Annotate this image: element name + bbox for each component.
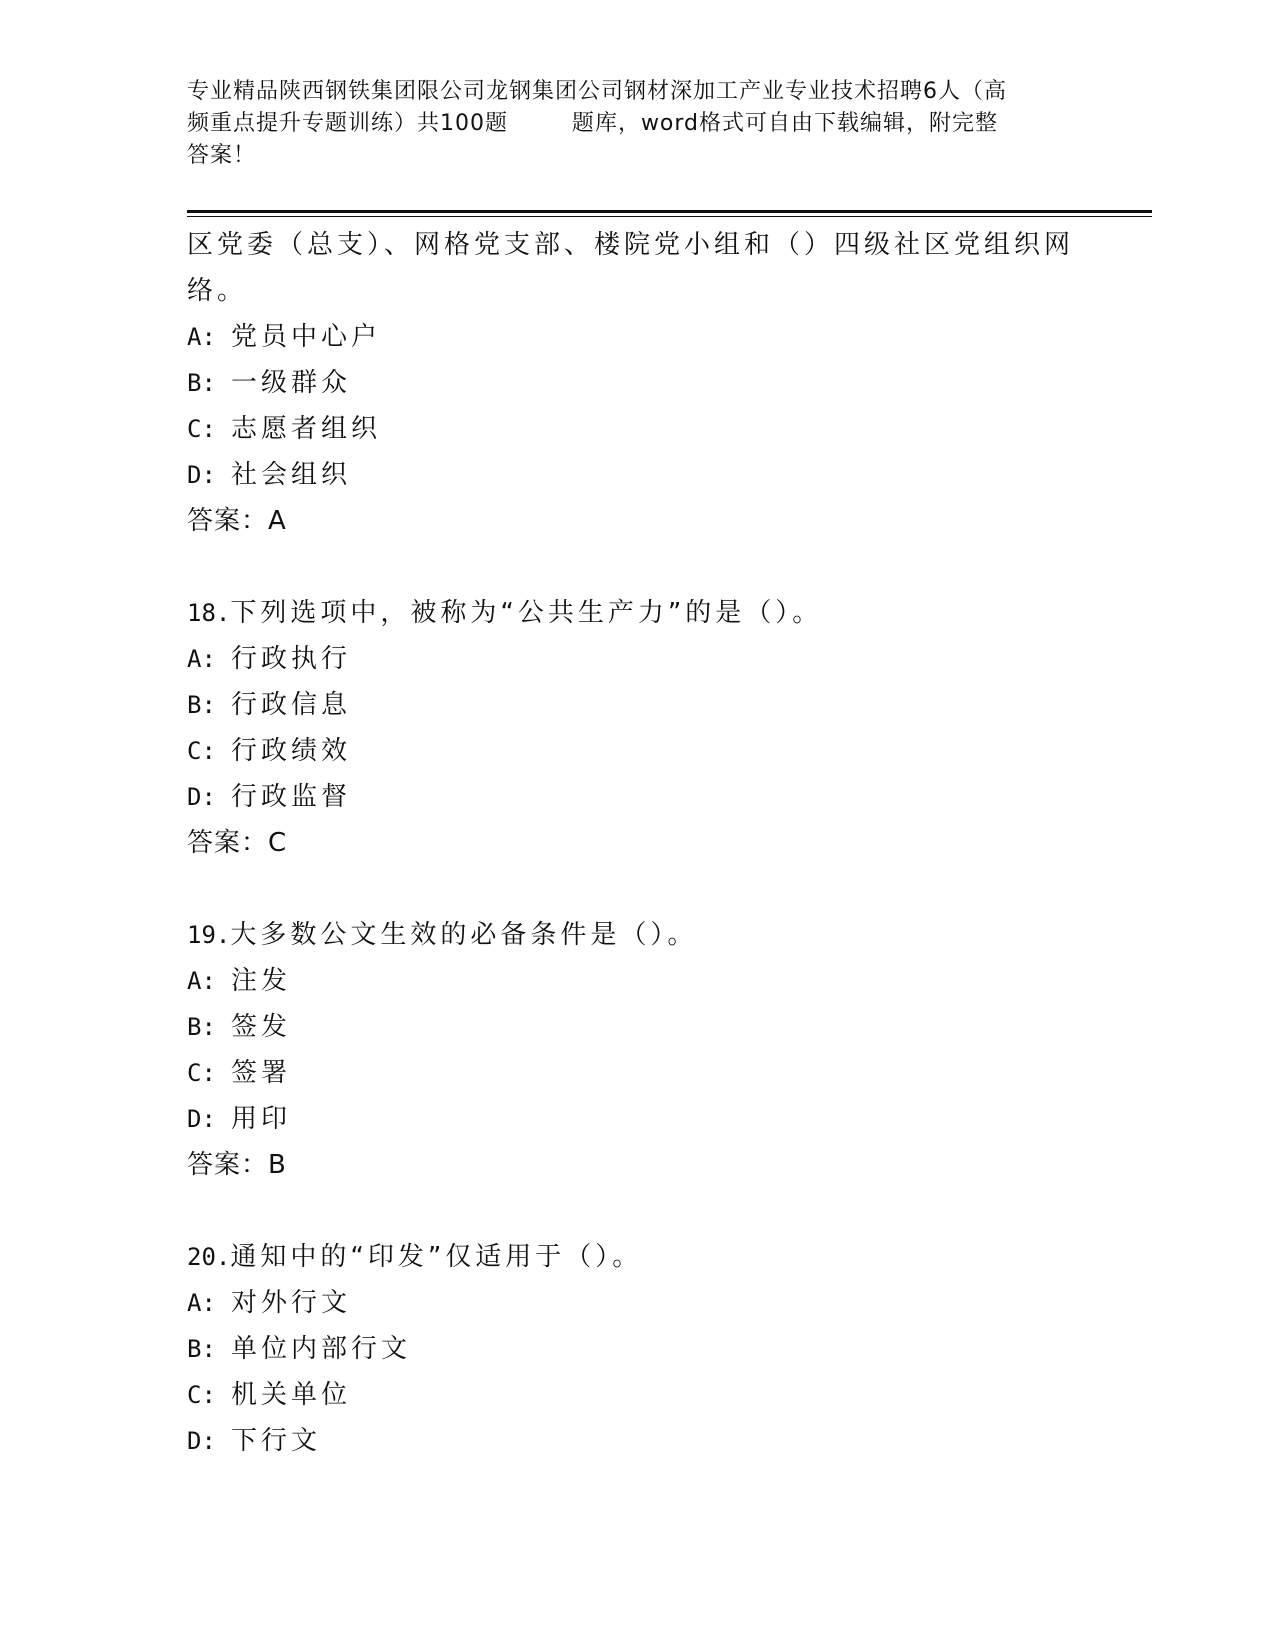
- option-letter: D:: [187, 461, 216, 489]
- question-text: [187, 590, 1087, 636]
- option-d: [187, 452, 1087, 498]
- option-letter: A:: [187, 645, 216, 673]
- spacer: [187, 544, 1087, 590]
- option-letter: B:: [187, 1335, 216, 1363]
- option-c: [187, 1372, 1087, 1418]
- spacer: [187, 866, 1087, 912]
- question-stem: 通知中的“印发”仅适用于（）。: [230, 1242, 643, 1272]
- option-letter: A:: [187, 1289, 216, 1317]
- option-text: 签署: [231, 1058, 292, 1088]
- header-line-2: 频重点提升专题训练）共100题 题库，word格式可自由下载编辑，附完整: [187, 111, 999, 136]
- question-stem: 下列选项中，被称为“公共生产力”的是（）。: [230, 598, 823, 628]
- question-list: [187, 222, 1087, 1464]
- option-text: 签发: [231, 1012, 292, 1042]
- option-text: 对外行文: [231, 1288, 352, 1318]
- option-a: [187, 958, 1087, 1004]
- option-letter: A:: [187, 323, 216, 351]
- option-text: 行政绩效: [231, 736, 352, 766]
- option-b: [187, 1004, 1087, 1050]
- option-text: 机关单位: [231, 1380, 352, 1410]
- option-letter: C:: [187, 1381, 216, 1409]
- question-number: 19.: [187, 921, 231, 949]
- option-b: [187, 1326, 1087, 1372]
- header-line-1: 专业精品陕西钢铁集团限公司龙钢集团公司钢材深加工产业专业技术招聘6人（高: [187, 79, 1007, 104]
- option-c: [187, 406, 1087, 452]
- question-17: [187, 222, 1087, 544]
- question-text: [187, 1234, 1087, 1280]
- answer-line: 答案：A: [187, 506, 287, 536]
- option-b: [187, 360, 1087, 406]
- question-number: 20.: [187, 1243, 231, 1271]
- option-a: [187, 1280, 1087, 1326]
- option-c: [187, 1050, 1087, 1096]
- question-20: [187, 1234, 1087, 1464]
- option-text: 下行文: [231, 1426, 322, 1456]
- option-letter: C:: [187, 737, 216, 765]
- option-letter: B:: [187, 369, 216, 397]
- document-header: [187, 76, 1087, 172]
- option-a: [187, 636, 1087, 682]
- spacer: [187, 1188, 1087, 1234]
- option-letter: A:: [187, 967, 216, 995]
- option-letter: C:: [187, 1059, 216, 1087]
- question-18: [187, 590, 1087, 866]
- question-19: [187, 912, 1087, 1188]
- option-a: [187, 314, 1087, 360]
- option-text: 行政执行: [231, 644, 352, 674]
- question-number: 18.: [187, 599, 231, 627]
- option-text: 社会组织: [231, 460, 352, 490]
- option-letter: D:: [187, 1427, 216, 1455]
- header-divider-thick: [187, 210, 1152, 213]
- question-text: 区党委（总支）、网格党支部、楼院党小组和（）四级社区党组织网: [187, 230, 1075, 260]
- answer-line: 答案：C: [187, 828, 288, 858]
- option-letter: C:: [187, 415, 216, 443]
- option-text: 志愿者组织: [231, 414, 382, 444]
- option-d: [187, 1418, 1087, 1464]
- option-c: [187, 728, 1087, 774]
- option-letter: B:: [187, 691, 216, 719]
- question-text-continued: 络。: [187, 276, 248, 306]
- option-letter: D:: [187, 783, 216, 811]
- option-text: 党员中心户: [231, 322, 382, 352]
- header-divider-thin: [187, 216, 1152, 217]
- option-letter: D:: [187, 1105, 216, 1133]
- question-stem: 大多数公文生效的必备条件是（）。: [230, 920, 698, 950]
- option-text: 行政监督: [231, 782, 352, 812]
- option-text: 单位内部行文: [231, 1334, 412, 1364]
- header-line-3: 答案！: [187, 143, 257, 168]
- option-text: 注发: [231, 966, 292, 996]
- option-b: [187, 682, 1087, 728]
- option-text: 一级群众: [231, 368, 352, 398]
- question-text: [187, 912, 1087, 958]
- option-text: 用印: [231, 1104, 292, 1134]
- option-d: [187, 774, 1087, 820]
- option-d: [187, 1096, 1087, 1142]
- option-text: 行政信息: [231, 690, 352, 720]
- answer-line: 答案：B: [187, 1150, 287, 1180]
- option-letter: B:: [187, 1013, 216, 1041]
